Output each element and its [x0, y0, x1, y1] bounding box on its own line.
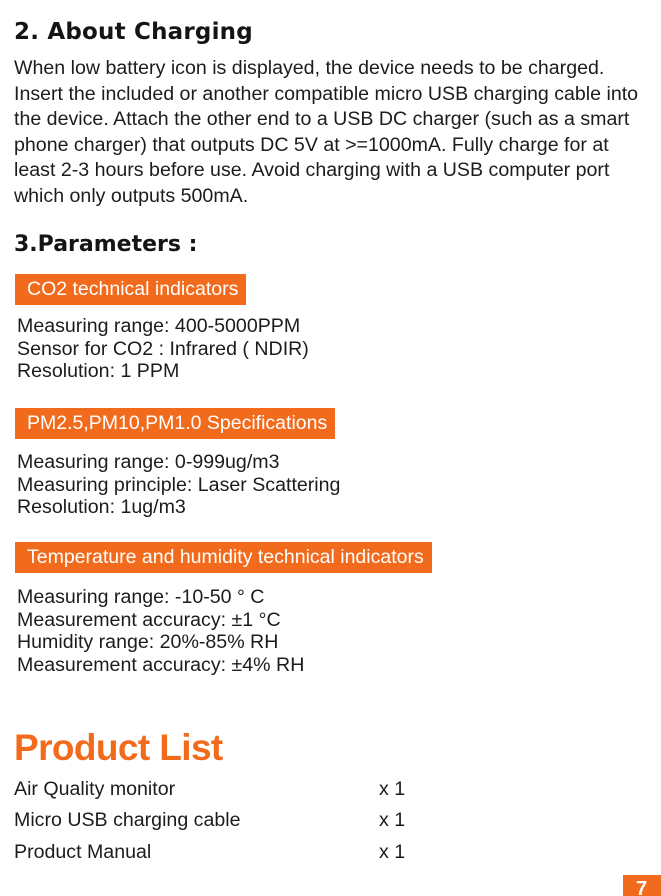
temp-humidity-spec-list	[17, 586, 304, 676]
spec-line: Humidity range: 20%-85% RH	[17, 631, 279, 653]
spec-line: Measuring range: 0-999ug/m3	[17, 451, 280, 473]
spec-line: Measuring principle: Laser Scattering	[17, 473, 341, 496]
pm-section-label: PM2.5,PM10,PM1.0 Specifications	[15, 408, 335, 439]
product-list-item	[14, 776, 434, 807]
spec-line: Sensor for CO2 : Infrared ( NDIR)	[17, 337, 309, 360]
spec-line: Measurement accuracy: ±1 °C	[17, 608, 281, 631]
spec-line: Measuring range: -10-50 ° C	[17, 586, 265, 608]
product-quantity: x 1	[379, 840, 406, 863]
temp-humidity-section-label: Temperature and humidity technical indicators	[15, 542, 432, 573]
product-name: Product Manual	[14, 840, 152, 863]
about-charging-heading: 2. About Charging	[14, 19, 253, 45]
product-list-item	[14, 807, 434, 838]
spec-line: Resolution: 1 PPM	[17, 360, 180, 382]
pm-spec-list	[17, 451, 340, 519]
about-charging-text: When low battery icon is displayed, the device needs to be charged. Insert the included or another compatible micro USB charging cable into the device. Attach the other end to a USB DC charger (such as a smart phone charger) that outputs DC 5V at >=1000mA. Fully charge for at least 2-3 hours before use. Avoid charging with a USB computer port which only outputs 500mA.	[14, 57, 639, 207]
spec-line: Measurement accuracy: ±4% RH	[17, 653, 305, 676]
product-name: Air Quality monitor	[14, 778, 176, 800]
spec-line: Measuring range: 400-5000PPM	[17, 315, 301, 337]
page-number-tab	[623, 875, 661, 896]
product-quantity: x 1	[379, 778, 406, 800]
product-list	[14, 776, 434, 870]
parameters-heading: 3.Parameters :	[14, 232, 198, 257]
product-name: Micro USB charging cable	[14, 809, 241, 832]
product-list-item	[14, 839, 434, 870]
product-list-heading: Product List	[14, 727, 223, 768]
spec-line: Resolution: 1ug/m3	[17, 496, 186, 518]
co2-spec-list	[17, 315, 309, 383]
page-number: 7	[636, 878, 648, 896]
co2-section-label: CO2 technical indicators	[15, 274, 246, 305]
product-quantity: x 1	[379, 809, 406, 832]
